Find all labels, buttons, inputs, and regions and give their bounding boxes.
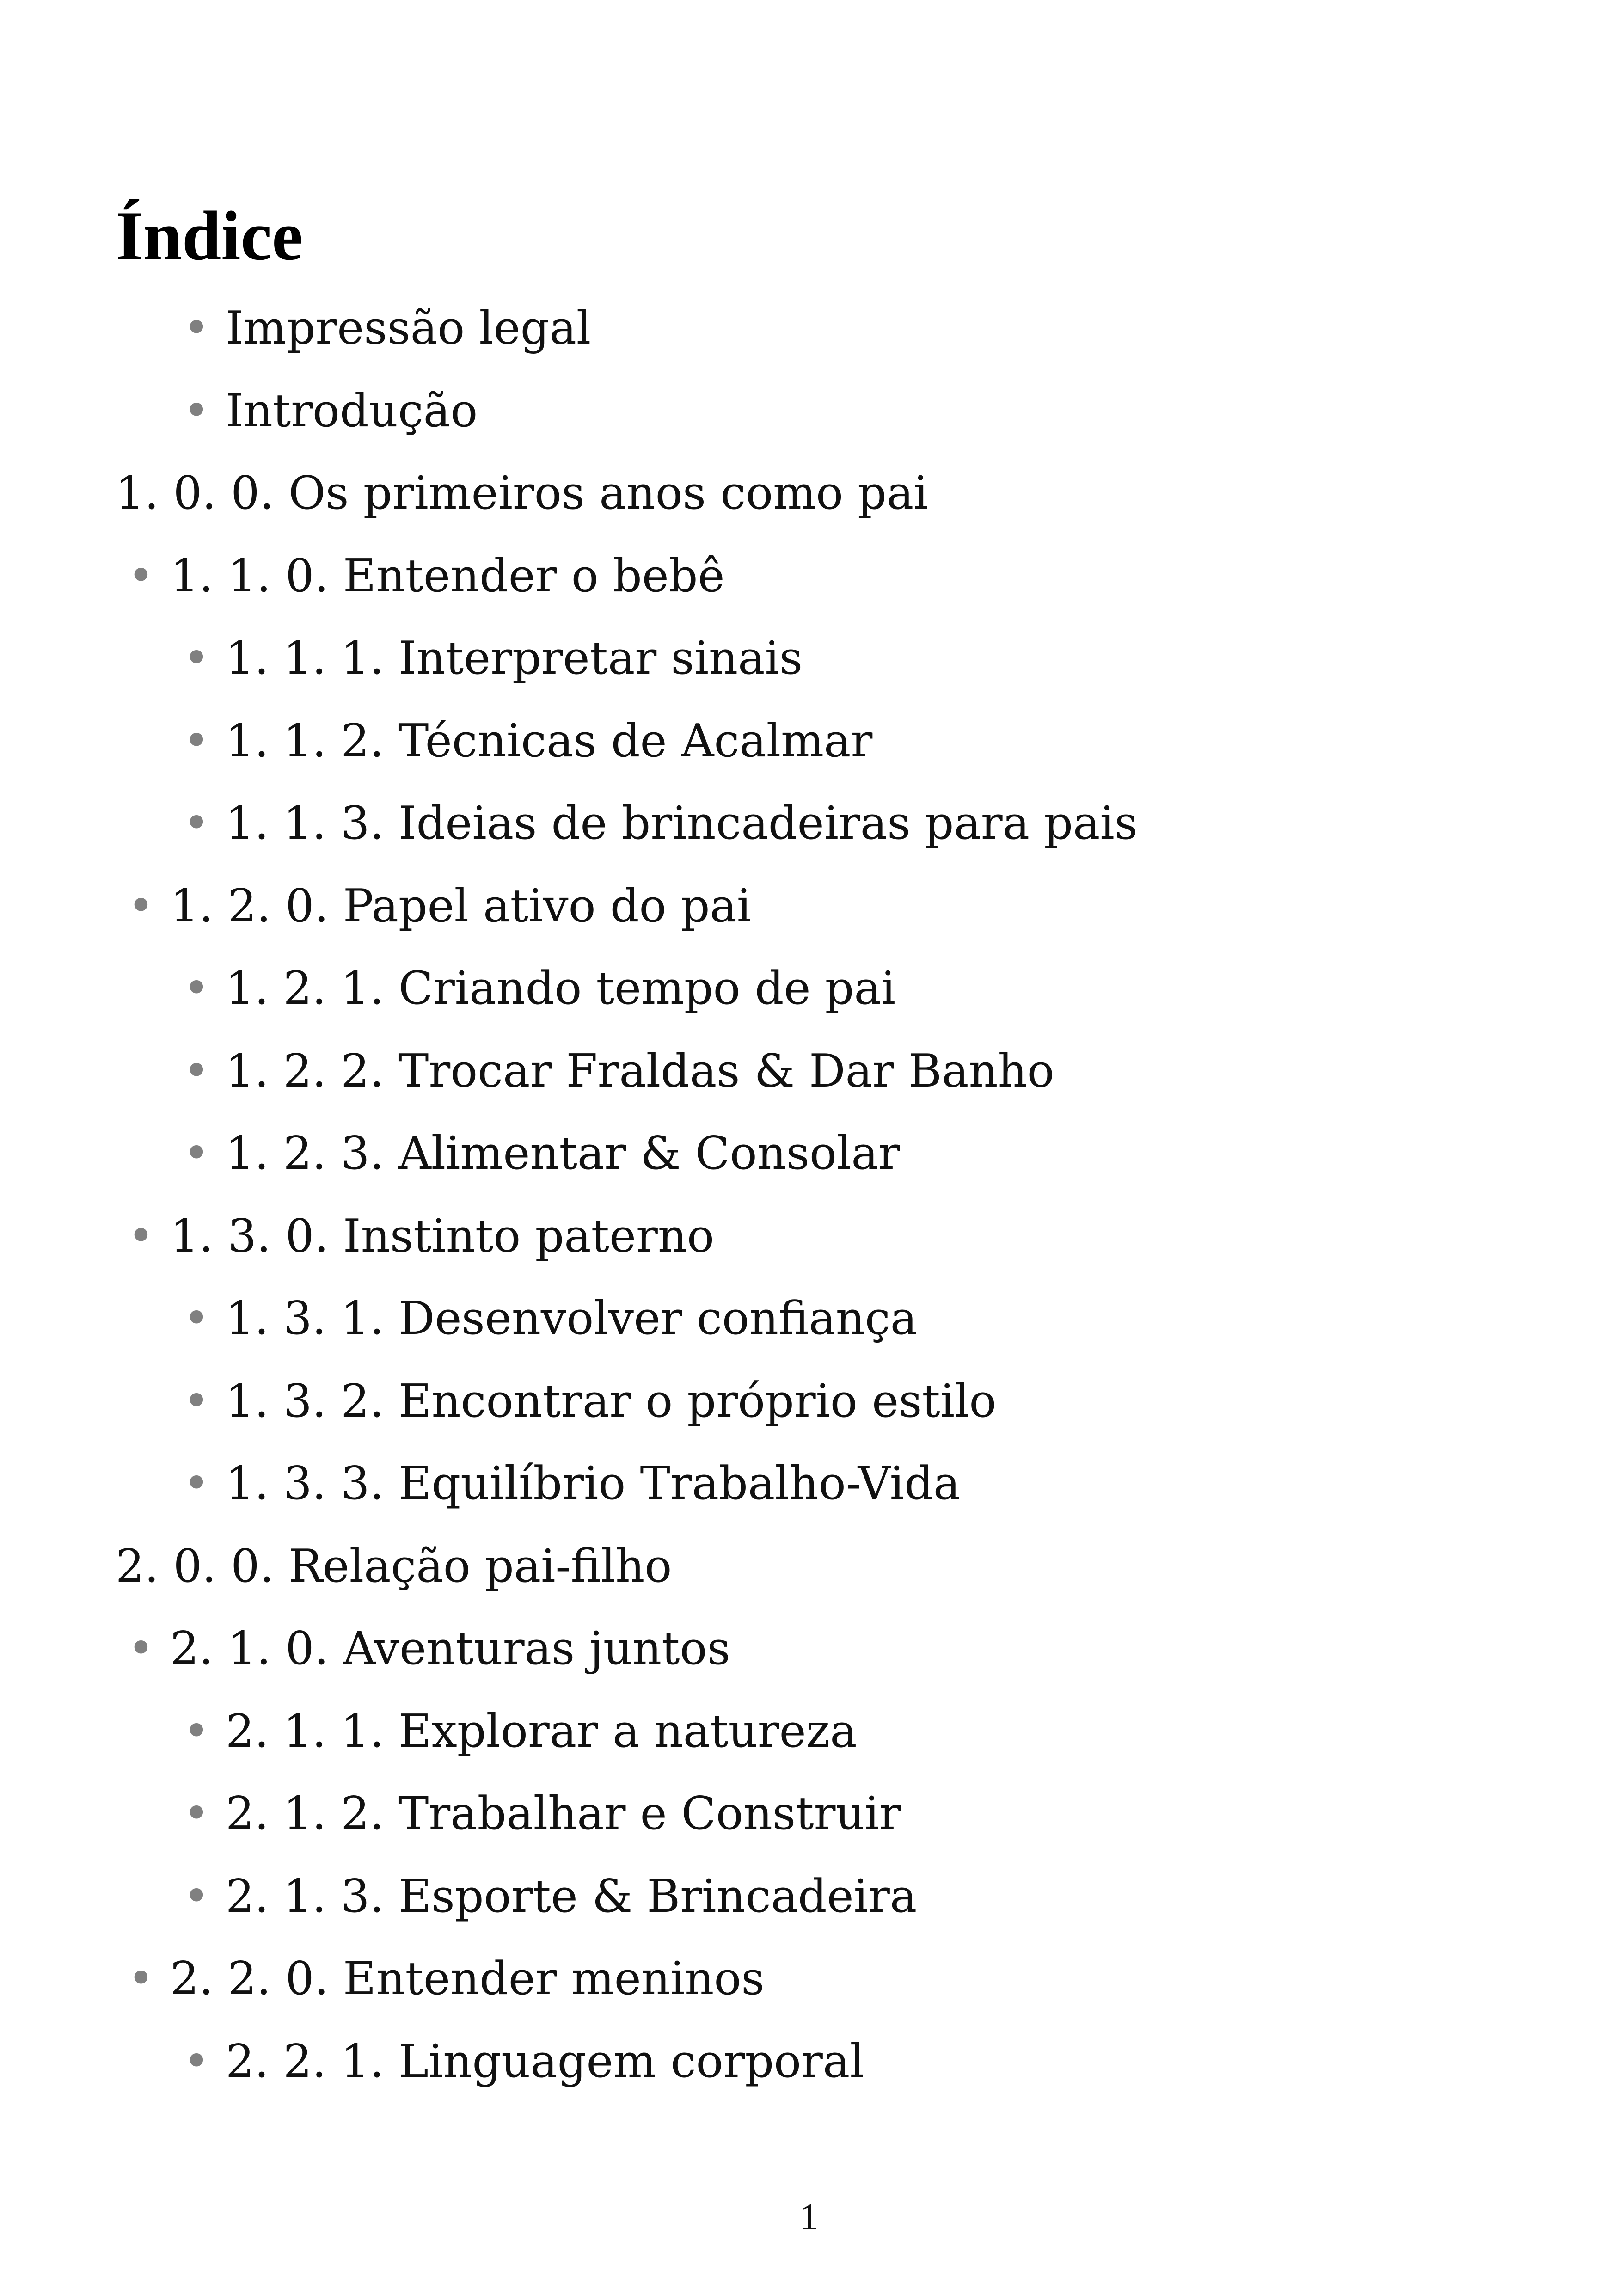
bullet-icon: • bbox=[128, 1210, 154, 1263]
toc-entry-label: Impressão legal bbox=[226, 302, 591, 355]
toc-entry-label: 1. 2. 3. Alimentar & Consolar bbox=[226, 1127, 900, 1180]
bullet-icon: • bbox=[183, 2035, 210, 2088]
toc-entry[interactable] bbox=[183, 1869, 917, 1924]
bullet-icon: • bbox=[183, 632, 210, 685]
toc-entry[interactable] bbox=[183, 383, 478, 439]
toc-entry-label: 1. 3. 2. Encontrar o próprio estilo bbox=[226, 1375, 997, 1428]
bullet-icon: • bbox=[183, 1705, 210, 1758]
page-title: Índice bbox=[116, 197, 303, 275]
toc-entry[interactable] bbox=[128, 1209, 714, 1264]
toc-entry[interactable] bbox=[128, 1621, 730, 1676]
toc-entry[interactable] bbox=[183, 301, 591, 356]
bullet-icon: • bbox=[183, 385, 210, 437]
toc-entry[interactable] bbox=[183, 1374, 997, 1429]
toc-entry[interactable] bbox=[128, 1951, 765, 2007]
toc-entry-label: 2. 1. 0. Aventuras juntos bbox=[170, 1622, 730, 1675]
bullet-icon: • bbox=[183, 1787, 210, 1840]
toc-entry[interactable] bbox=[183, 1786, 901, 1842]
toc-entry[interactable] bbox=[128, 548, 725, 604]
toc-entry-label: 1. 1. 0. Entender o bebê bbox=[170, 550, 725, 602]
toc-entry-label: 1. 3. 1. Desenvolver confiança bbox=[226, 1292, 918, 1345]
toc-entry-label: 1. 1. 1. Interpretar sinais bbox=[226, 632, 803, 685]
toc-entry-label: 2. 2. 0. Entender meninos bbox=[170, 1952, 765, 2005]
toc-entry-label: 1. 1. 2. Técnicas de Acalmar bbox=[226, 715, 873, 767]
toc-entry[interactable] bbox=[183, 713, 873, 769]
bullet-icon: • bbox=[183, 962, 210, 1015]
toc-entry[interactable] bbox=[183, 2034, 864, 2089]
bullet-icon: • bbox=[128, 1622, 154, 1675]
toc-entry[interactable] bbox=[183, 1456, 961, 1511]
bullet-icon: • bbox=[183, 797, 210, 850]
toc-entry[interactable] bbox=[128, 878, 752, 934]
bullet-icon: • bbox=[183, 302, 210, 355]
toc-entry-label: 2. 0. 0. Relação pai-filho bbox=[116, 1540, 672, 1593]
toc-entry[interactable] bbox=[116, 1539, 672, 1594]
page-number: 1 bbox=[799, 2196, 819, 2238]
toc-entry-label: 1. 0. 0. Os primeiros anos como pai bbox=[116, 467, 928, 520]
toc-entry-label: 1. 3. 3. Equilíbrio Trabalho-Vida bbox=[226, 1457, 961, 1510]
toc-entry[interactable] bbox=[183, 961, 896, 1016]
toc-entry[interactable] bbox=[183, 631, 803, 686]
bullet-icon: • bbox=[183, 1375, 210, 1428]
toc-entry-label: 1. 3. 0. Instinto paterno bbox=[170, 1210, 714, 1263]
toc-entry-label: 1. 2. 1. Criando tempo de pai bbox=[226, 962, 896, 1015]
bullet-icon: • bbox=[183, 1045, 210, 1098]
toc-entry-label: 2. 2. 1. Linguagem corporal bbox=[226, 2035, 864, 2088]
toc-entry-label: Introdução bbox=[226, 385, 478, 437]
toc-entry-label: 2. 1. 3. Esporte & Brincadeira bbox=[226, 1870, 917, 1923]
toc-entry-label: 1. 2. 2. Trocar Fraldas & Dar Banho bbox=[226, 1045, 1054, 1098]
toc-entry-label: 2. 1. 2. Trabalhar e Construir bbox=[226, 1787, 901, 1840]
bullet-icon: • bbox=[183, 1457, 210, 1510]
bullet-icon: • bbox=[128, 550, 154, 602]
bullet-icon: • bbox=[183, 715, 210, 767]
toc-entry[interactable] bbox=[116, 466, 928, 521]
toc-entry[interactable] bbox=[183, 1704, 857, 1759]
bullet-icon: • bbox=[128, 880, 154, 933]
toc-entry[interactable] bbox=[183, 1291, 918, 1346]
toc-entry-label: 2. 1. 1. Explorar a natureza bbox=[226, 1705, 857, 1758]
toc-entry[interactable] bbox=[183, 1044, 1054, 1099]
toc-entry[interactable] bbox=[183, 1126, 900, 1181]
toc-entry-label: 1. 1. 3. Ideias de brincadeiras para pais bbox=[226, 797, 1138, 850]
bullet-icon: • bbox=[183, 1127, 210, 1180]
bullet-icon: • bbox=[183, 1292, 210, 1345]
bullet-icon: • bbox=[128, 1952, 154, 2005]
toc-entry-label: 1. 2. 0. Papel ativo do pai bbox=[170, 880, 752, 933]
toc-entry[interactable] bbox=[183, 796, 1138, 851]
bullet-icon: • bbox=[183, 1870, 210, 1923]
